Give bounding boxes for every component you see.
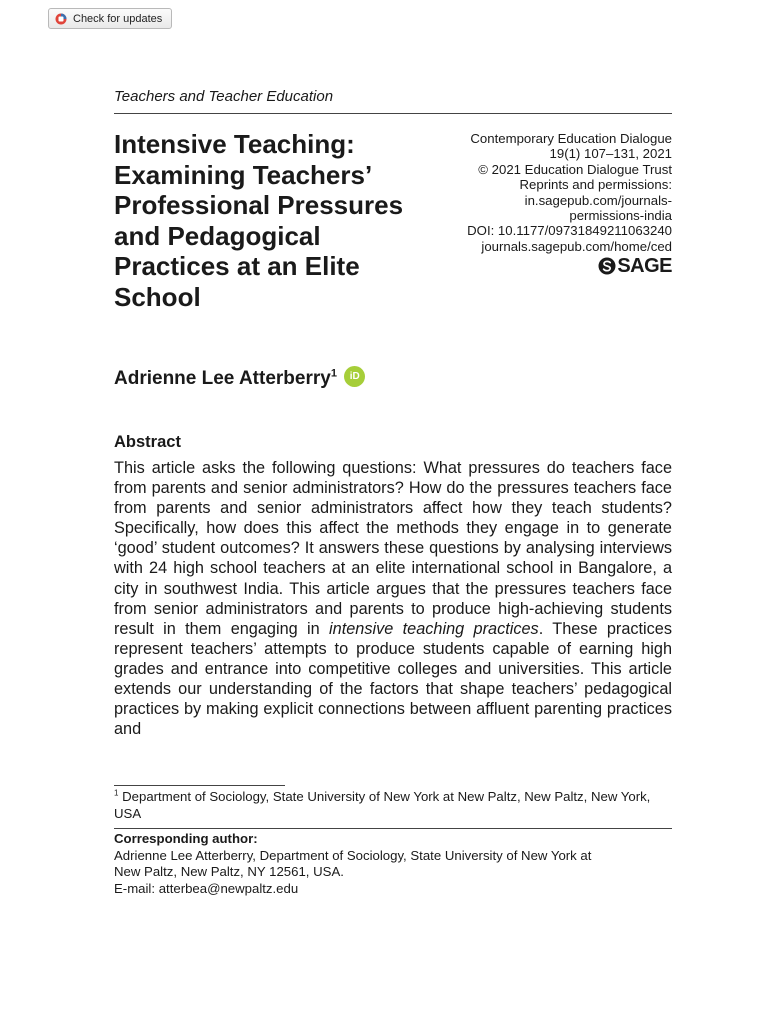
affiliation-mark: 1 xyxy=(330,367,337,380)
corresponding-rule xyxy=(114,828,672,829)
journal-info xyxy=(432,131,672,275)
author-line xyxy=(114,368,365,390)
reprints-label: Reprints and permissions: xyxy=(519,177,672,193)
orcid-icon[interactable] xyxy=(344,366,365,387)
abstract-italic-term: intensive teaching practices xyxy=(329,619,539,638)
footnote-rule xyxy=(114,785,285,786)
corresponding-line-1: Adrienne Lee Atterberry, Department of Sociology, State University of New York at xyxy=(114,847,592,863)
title-line: Practices at an Elite xyxy=(114,251,360,281)
title-line: Professional Pressures xyxy=(114,190,404,220)
corresponding-email[interactable]: E-mail: atterbea@newpaltz.edu xyxy=(114,880,299,896)
article-title xyxy=(114,129,449,312)
abstract-heading: Abstract xyxy=(114,433,181,451)
sage-s-icon xyxy=(598,257,616,275)
sage-wordmark: SAGE xyxy=(617,254,672,277)
permissions-url-line-1[interactable]: in.sagepub.com/journals- xyxy=(524,192,672,208)
corresponding-author-block xyxy=(114,831,672,897)
check-updates-icon xyxy=(55,13,67,25)
check-for-updates-label: Check for updates xyxy=(73,12,163,25)
title-line: Examining Teachers’ xyxy=(114,159,373,190)
title-line: Intensive Teaching: xyxy=(114,129,355,159)
corresponding-line-2: New Paltz, New Paltz, NY 12561, USA. xyxy=(114,864,344,879)
journal-homepage-link[interactable]: journals.sagepub.com/home/ced xyxy=(481,238,672,254)
section-label: Teachers and Teacher Education xyxy=(114,88,334,105)
sage-logo xyxy=(432,254,672,277)
orcid-label: iD xyxy=(349,371,360,383)
header-rule xyxy=(114,113,672,114)
title-line: School xyxy=(114,281,201,312)
journal-copyright: © 2021 Education Dialogue Trust xyxy=(478,161,672,177)
permissions-url-line-2[interactable]: permissions-india xyxy=(569,208,672,224)
abstract-text xyxy=(114,458,672,739)
corresponding-heading: Corresponding author: xyxy=(114,831,258,846)
journal-name: Contemporary Education Dialogue xyxy=(470,131,672,146)
abstract-text-part-2: . These practices represent teachers’ attempts to produce students capable of earning high grades and entrance into competitive colleges and universities. This article extends our understanding of the factors that shape teachers’ pedagogical practices by making explicit connections between affluent parenting practices and xyxy=(114,619,672,739)
footnote-text: Department of Sociology, State University of New York at New Paltz, New Paltz, New York, USA xyxy=(114,789,651,821)
journal-issue: 19(1) 107–131, 2021 xyxy=(549,146,672,162)
doi-link[interactable]: DOI: 10.1177/09731849211063240 xyxy=(467,223,672,239)
abstract-text-part-1: This article asks the following questions: What pressures do teachers face from parents and senior administrators? How do the pressures teachers face from parents and senior administrators affect how they teach students? Specifically, how does this affect the methods they engage in to generate ‘good’ student outcomes? It answers these questions by analysing interviews with 24 high school teachers at an elite international school in Bangalore, a city in southwest India. This article argues that the pressures teachers face from senior administrators and parents to produce high-achieving students result in them engaging in xyxy=(114,459,672,638)
author-name: Adrienne Lee Atterberry xyxy=(114,368,331,389)
check-for-updates-button[interactable] xyxy=(48,8,172,29)
title-line: and Pedagogical xyxy=(114,220,321,251)
affiliation-footnote xyxy=(114,789,672,822)
footnote-mark: 1 xyxy=(114,788,119,798)
